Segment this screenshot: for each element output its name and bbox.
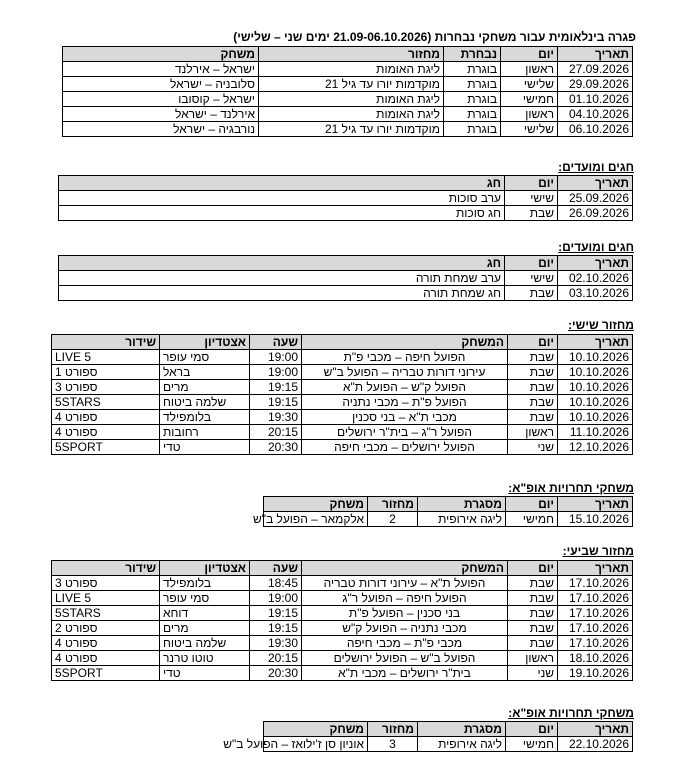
- cell-date: 27.09.2026: [558, 62, 633, 77]
- header-round: מחזור: [368, 497, 418, 512]
- cell-holiday: ערב סוכות: [59, 191, 505, 206]
- cell-stadium: מרים: [160, 380, 250, 395]
- header-match: משחק: [63, 47, 259, 62]
- cell-match: הפועל חיפה – מכבי פ"ת: [302, 350, 508, 365]
- header-day: יום: [508, 561, 558, 576]
- cell-time: 20:30: [250, 440, 302, 455]
- cell-day: שישי: [505, 191, 558, 206]
- header-day: יום: [505, 256, 558, 271]
- header-date: תאריך: [558, 47, 633, 62]
- cell-broadcast: 5STARS: [52, 606, 160, 621]
- cell-match: אוניון סן ז'ילואז – הפועל ב"ש: [264, 737, 368, 752]
- cell-team: בוגרת: [444, 77, 501, 92]
- header-stadium: אצטדיון: [160, 335, 250, 350]
- table-row: [59, 271, 633, 286]
- cell-time: 19:00: [250, 591, 302, 606]
- cell-day: ראשון: [508, 651, 558, 666]
- cell-day: ראשון: [508, 425, 558, 440]
- cell-stadium: בלומפילד: [160, 410, 250, 425]
- cell-broadcast: ספורט 4: [52, 636, 160, 651]
- cell-match: נורבגיה – ישראל: [63, 122, 259, 137]
- cell-match: ישראל – אירלנד: [63, 62, 259, 77]
- cell-day: שני: [508, 440, 558, 455]
- cell-date: 10.10.2026: [558, 380, 633, 395]
- cell-holiday: חג סוכות: [59, 206, 505, 221]
- cell-day: שבת: [508, 606, 558, 621]
- round-6-table: [51, 334, 633, 455]
- cell-team: בוגרת: [444, 92, 501, 107]
- cell-day: חמישי: [501, 92, 558, 107]
- cell-match: הפועל ירושלים – מכבי חיפה: [302, 440, 508, 455]
- cell-match: עירוני דורות טבריה – הפועל ב"ש: [302, 365, 508, 380]
- cell-date: 25.09.2026: [558, 191, 633, 206]
- cell-holiday: חג שמחת תורה: [59, 286, 505, 301]
- header-time: שעה: [250, 561, 302, 576]
- header-holiday: חג: [59, 256, 505, 271]
- cell-date: 29.09.2026: [558, 77, 633, 92]
- cell-date: 10.10.2026: [558, 365, 633, 380]
- cell-day: שלישי: [501, 77, 558, 92]
- cell-time: 19:00: [250, 365, 302, 380]
- cell-date: 01.10.2026: [558, 92, 633, 107]
- table-row: [59, 206, 633, 221]
- cell-broadcast: ספורט 4: [52, 425, 160, 440]
- table-row: [52, 440, 633, 455]
- table-row: [52, 576, 633, 591]
- header-date: תאריך: [558, 256, 633, 271]
- table-row: [264, 512, 633, 527]
- cell-day: חמישי: [506, 512, 558, 527]
- cell-day: שבת: [508, 350, 558, 365]
- cell-match: סלובניה – ישראל: [63, 77, 259, 92]
- cell-match: אירלנד – ישראל: [63, 107, 259, 122]
- cell-day: שלישי: [501, 122, 558, 137]
- cell-day: שבת: [508, 380, 558, 395]
- cell-framework: ליגה אירופית: [418, 737, 506, 752]
- cell-broadcast: 5STARS: [52, 395, 160, 410]
- cell-stadium: בראל: [160, 365, 250, 380]
- cell-match: הפועל ת"א – עירוני דורות טבריה: [302, 576, 508, 591]
- cell-match: בית"ר ירושלים – מכבי ת"א: [302, 666, 508, 681]
- table-row: [59, 286, 633, 301]
- holidays-table-2: [58, 255, 633, 301]
- cell-match: מכבי פ"ת – מכבי חיפה: [302, 636, 508, 651]
- section-title-holidays-1: חגים ומועדים:: [558, 160, 634, 174]
- header-match: המשחק: [302, 335, 508, 350]
- cell-round: מוקדמות יורו עד גיל 21: [259, 77, 444, 92]
- cell-broadcast: 5 LIVE: [52, 591, 160, 606]
- cell-match: הפועל פ"ת – מכבי נתניה: [302, 395, 508, 410]
- cell-day: שני: [508, 666, 558, 681]
- table-row: [264, 737, 633, 752]
- cell-stadium: רחובות: [160, 425, 250, 440]
- cell-broadcast: 5SPORT: [52, 666, 160, 681]
- page-title: פגרה בינלאומית עבור משחקי נבחרות (21.09-06.10.2026 ימים שני – שלישי): [233, 30, 636, 44]
- table-row: [52, 636, 633, 651]
- header-broadcast: שידור: [52, 335, 160, 350]
- cell-broadcast: ספורט 2: [52, 621, 160, 636]
- cell-date: 18.10.2026: [558, 651, 633, 666]
- cell-stadium: טדי: [160, 666, 250, 681]
- header-match: המשחק: [302, 561, 508, 576]
- cell-day: שבת: [505, 206, 558, 221]
- table-row: [63, 92, 633, 107]
- cell-day: שבת: [508, 410, 558, 425]
- cell-day: שבת: [508, 591, 558, 606]
- cell-broadcast: ספורט 4: [52, 410, 160, 425]
- header-date: תאריך: [558, 561, 633, 576]
- cell-day: שבת: [508, 576, 558, 591]
- header-round: מחזור: [368, 722, 418, 737]
- cell-time: 19:15: [250, 606, 302, 621]
- table-header-row: [63, 47, 633, 62]
- header-day: יום: [501, 47, 558, 62]
- cell-date: 17.10.2026: [558, 591, 633, 606]
- cell-match: הפועל ק"ש – הפועל ת"א: [302, 380, 508, 395]
- cell-match: מכבי נתניה – הפועל ק"ש: [302, 621, 508, 636]
- cell-date: 15.10.2026: [558, 512, 633, 527]
- cell-date: 12.10.2026: [558, 440, 633, 455]
- cell-match: הפועל ר"ג – בית"ר ירושלים: [302, 425, 508, 440]
- cell-date: 22.10.2026: [558, 737, 633, 752]
- cell-date: 11.10.2026: [558, 425, 633, 440]
- cell-match: אלקמאר – הפועל ב"ש: [264, 512, 368, 527]
- table-row: [63, 62, 633, 77]
- cell-date: 02.10.2026: [558, 271, 633, 286]
- cell-match: הפועל ב"ש – הפועל ירושלים: [302, 651, 508, 666]
- cell-round: ליגת האומות: [259, 92, 444, 107]
- cell-round: ליגת האומות: [259, 62, 444, 77]
- table-header-row: [264, 722, 633, 737]
- cell-date: 03.10.2026: [558, 286, 633, 301]
- cell-match: בני סכנין – הפועל פ"ת: [302, 606, 508, 621]
- cell-round: 3: [368, 737, 418, 752]
- table-row: [59, 191, 633, 206]
- uefa-table-1: [252, 496, 633, 527]
- table-row: [52, 410, 633, 425]
- cell-time: 19:30: [250, 636, 302, 651]
- table-row: [52, 365, 633, 380]
- cell-day: שישי: [505, 271, 558, 286]
- section-title-round-7: מחזור שביעי:: [562, 544, 634, 558]
- cell-broadcast: 5 LIVE: [52, 350, 160, 365]
- cell-date: 06.10.2026: [558, 122, 633, 137]
- cell-time: 19:15: [250, 395, 302, 410]
- header-holiday: חג: [59, 176, 505, 191]
- cell-team: בוגרת: [444, 62, 501, 77]
- header-day: יום: [505, 176, 558, 191]
- header-date: תאריך: [558, 497, 633, 512]
- cell-stadium: טדי: [160, 440, 250, 455]
- table-header-row: [52, 335, 633, 350]
- header-day: יום: [506, 497, 558, 512]
- cell-day: שבת: [505, 286, 558, 301]
- header-match: משחק: [264, 722, 368, 737]
- section-title-uefa-1: משחקי תחרויות אופ"א:: [508, 481, 634, 495]
- table-row: [52, 395, 633, 410]
- section-title-uefa-2: משחקי תחרויות אופ"א:: [508, 706, 634, 720]
- header-team: נבחרת: [444, 47, 501, 62]
- header-date: תאריך: [558, 335, 633, 350]
- cell-time: 20:30: [250, 666, 302, 681]
- uefa-table-2: [223, 721, 633, 752]
- cell-round: 2: [368, 512, 418, 527]
- cell-broadcast: 5SPORT: [52, 440, 160, 455]
- cell-broadcast: ספורט 1: [52, 365, 160, 380]
- cell-day: שבת: [508, 636, 558, 651]
- table-header-row: [264, 497, 633, 512]
- cell-day: ראשון: [501, 107, 558, 122]
- table-row: [52, 621, 633, 636]
- table-row: [63, 122, 633, 137]
- cell-broadcast: ספורט 3: [52, 576, 160, 591]
- cell-date: 19.10.2026: [558, 666, 633, 681]
- holidays-table-1: [58, 175, 633, 221]
- cell-match: ישראל – קוסובו: [63, 92, 259, 107]
- section-title-round-6: מחזור שישי:: [568, 318, 634, 332]
- cell-match: מכבי ת"א – בני סכנין: [302, 410, 508, 425]
- header-time: שעה: [250, 335, 302, 350]
- cell-framework: ליגה אירופית: [418, 512, 506, 527]
- cell-date: 10.10.2026: [558, 350, 633, 365]
- cell-time: 19:15: [250, 380, 302, 395]
- cell-date: 17.10.2026: [558, 621, 633, 636]
- cell-stadium: שלמה ביטוח: [160, 636, 250, 651]
- header-date: תאריך: [558, 722, 633, 737]
- cell-date: 17.10.2026: [558, 576, 633, 591]
- table-header-row: [52, 561, 633, 576]
- cell-time: 20:15: [250, 651, 302, 666]
- cell-stadium: טוטו טרנר: [160, 651, 250, 666]
- section-title-holidays-2: חגים ומועדים:: [558, 240, 634, 254]
- cell-time: 19:15: [250, 621, 302, 636]
- cell-time: 19:30: [250, 410, 302, 425]
- cell-stadium: סמי עופר: [160, 591, 250, 606]
- cell-team: בוגרת: [444, 122, 501, 137]
- table-row: [63, 107, 633, 122]
- cell-day: חמישי: [506, 737, 558, 752]
- cell-broadcast: ספורט 3: [52, 380, 160, 395]
- cell-day: ראשון: [501, 62, 558, 77]
- table-row: [52, 425, 633, 440]
- table-row: [63, 77, 633, 92]
- cell-round: ליגת האומות: [259, 107, 444, 122]
- cell-date: 17.10.2026: [558, 636, 633, 651]
- cell-holiday: ערב שמחת תורה: [59, 271, 505, 286]
- cell-day: שבת: [508, 365, 558, 380]
- header-date: תאריך: [558, 176, 633, 191]
- header-broadcast: שידור: [52, 561, 160, 576]
- cell-day: שבת: [508, 621, 558, 636]
- cell-date: 10.10.2026: [558, 395, 633, 410]
- table-row: [52, 651, 633, 666]
- national-table: [62, 46, 633, 137]
- cell-day: שבת: [508, 395, 558, 410]
- cell-team: בוגרת: [444, 107, 501, 122]
- cell-time: 19:00: [250, 350, 302, 365]
- table-row: [52, 606, 633, 621]
- header-day: יום: [508, 335, 558, 350]
- cell-date: 17.10.2026: [558, 606, 633, 621]
- header-match: משחק: [264, 497, 368, 512]
- round-7-table: [51, 560, 633, 681]
- header-framework: מסגרת: [418, 722, 506, 737]
- table-row: [52, 350, 633, 365]
- cell-stadium: מרים: [160, 621, 250, 636]
- cell-date: 04.10.2026: [558, 107, 633, 122]
- header-framework: מסגרת: [418, 497, 506, 512]
- cell-round: מוקדמות יורו עד גיל 21: [259, 122, 444, 137]
- cell-stadium: בלומפילד: [160, 576, 250, 591]
- cell-match: הפועל חיפה – הפועל ר"ג: [302, 591, 508, 606]
- cell-stadium: דוחא: [160, 606, 250, 621]
- cell-stadium: שלמה ביטוח: [160, 395, 250, 410]
- header-day: יום: [506, 722, 558, 737]
- header-round: מחזור: [259, 47, 444, 62]
- table-row: [52, 591, 633, 606]
- cell-time: 18:45: [250, 576, 302, 591]
- cell-date: 10.10.2026: [558, 410, 633, 425]
- table-row: [52, 666, 633, 681]
- cell-date: 26.09.2026: [558, 206, 633, 221]
- cell-time: 20:15: [250, 425, 302, 440]
- table-header-row: [59, 256, 633, 271]
- cell-stadium: סמי עופר: [160, 350, 250, 365]
- table-row: [52, 380, 633, 395]
- header-stadium: אצטדיון: [160, 561, 250, 576]
- table-header-row: [59, 176, 633, 191]
- cell-broadcast: ספורט 4: [52, 651, 160, 666]
